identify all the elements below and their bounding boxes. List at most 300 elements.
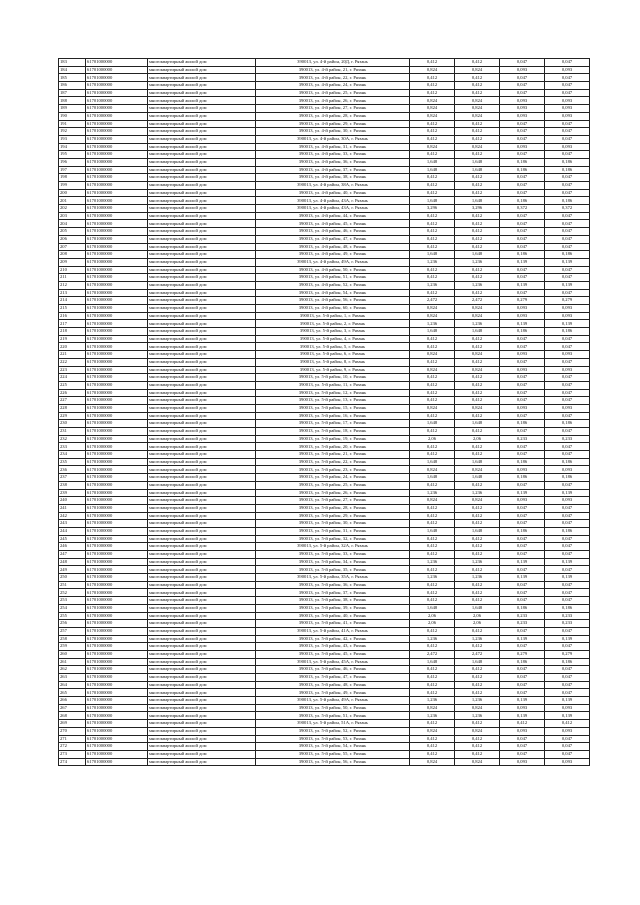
oktmo-code: 61701000000 <box>86 335 148 343</box>
building-type: многоквартирный жилой дом <box>148 643 256 651</box>
row-number: 265 <box>59 689 86 697</box>
table-row <box>59 389 590 397</box>
value-1: 0,412 <box>410 451 455 459</box>
value-4: 0,139 <box>545 320 590 328</box>
value-4: 0,047 <box>545 381 590 389</box>
value-4: 0,093 <box>545 312 590 320</box>
value-3: 0,047 <box>500 389 545 397</box>
value-4: 0,093 <box>545 366 590 374</box>
oktmo-code: 61701000000 <box>86 435 148 443</box>
table-row <box>59 374 590 382</box>
value-3: 0,139 <box>500 712 545 720</box>
value-3: 0,047 <box>500 520 545 528</box>
value-1: 0,412 <box>410 228 455 236</box>
housing-table <box>58 58 590 766</box>
value-4: 0,047 <box>545 481 590 489</box>
value-2: 0,412 <box>455 681 500 689</box>
table-row <box>59 474 590 482</box>
address: 390013, ул. 5-й район, 11, г. Рязань <box>256 381 410 389</box>
row-number: 226 <box>59 389 86 397</box>
row-number: 250 <box>59 574 86 582</box>
row-number: 227 <box>59 397 86 405</box>
oktmo-code: 61701000000 <box>86 297 148 305</box>
row-number: 193 <box>59 135 86 143</box>
address: 390013, ул. 4-й район, 56, г. Рязань <box>256 297 410 305</box>
table-row <box>59 97 590 105</box>
oktmo-code: 61701000000 <box>86 120 148 128</box>
building-type: многоквартирный жилой дом <box>148 305 256 313</box>
table-row <box>59 574 590 582</box>
oktmo-code: 61701000000 <box>86 597 148 605</box>
table-row <box>59 758 590 766</box>
value-3: 0,047 <box>500 566 545 574</box>
value-3: 0,186 <box>500 474 545 482</box>
value-1: 1,236 <box>410 697 455 705</box>
oktmo-code: 61701000000 <box>86 689 148 697</box>
table-row <box>59 228 590 236</box>
value-3: 0,047 <box>500 120 545 128</box>
value-3: 0,047 <box>500 82 545 90</box>
value-1: 0,412 <box>410 512 455 520</box>
value-3: 0,047 <box>500 627 545 635</box>
value-4: 0,186 <box>545 474 590 482</box>
value-4: 0,047 <box>545 135 590 143</box>
address: 390013, ул. 5-й район, 33, г. Рязань <box>256 551 410 559</box>
value-2: 2,06 <box>455 612 500 620</box>
value-4: 0,047 <box>545 174 590 182</box>
address: 390013, ул. 5-й район, 22, г. Рязань <box>256 458 410 466</box>
building-type: многоквартирный жилой дом <box>148 420 256 428</box>
row-number: 273 <box>59 750 86 758</box>
value-4: 0,186 <box>545 458 590 466</box>
building-type: многоквартирный жилой дом <box>148 389 256 397</box>
value-3: 0,186 <box>500 458 545 466</box>
table-row <box>59 151 590 159</box>
value-4: 0,093 <box>545 66 590 74</box>
value-3: 0,093 <box>500 312 545 320</box>
value-2: 0,412 <box>455 689 500 697</box>
building-type: многоквартирный жилой дом <box>148 351 256 359</box>
row-number: 247 <box>59 551 86 559</box>
building-type: многоквартирный жилой дом <box>148 435 256 443</box>
row-number: 236 <box>59 466 86 474</box>
row-number: 225 <box>59 381 86 389</box>
building-type: многоквартирный жилой дом <box>148 597 256 605</box>
address: 390013, ул. 4-й район, 29, г. Рязань <box>256 120 410 128</box>
value-2: 0,824 <box>455 312 500 320</box>
oktmo-code: 61701000000 <box>86 274 148 282</box>
address: 390013, ул. 5-й район, 28, г. Рязань <box>256 504 410 512</box>
value-2: 0,412 <box>455 243 500 251</box>
oktmo-code: 61701000000 <box>86 727 148 735</box>
building-type: многоквартирный жилой дом <box>148 735 256 743</box>
oktmo-code: 61701000000 <box>86 604 148 612</box>
oktmo-code: 61701000000 <box>86 674 148 682</box>
value-4: 0,047 <box>545 397 590 405</box>
row-number: 205 <box>59 228 86 236</box>
value-2: 0,412 <box>455 566 500 574</box>
value-2: 0,412 <box>455 266 500 274</box>
building-type: многоквартирный жилой дом <box>148 527 256 535</box>
building-type: многоквартирный жилой дом <box>148 689 256 697</box>
row-number: 197 <box>59 166 86 174</box>
address: 390013, ул. 4-й район, 22, г. Рязань <box>256 74 410 82</box>
value-3: 0,047 <box>500 274 545 282</box>
oktmo-code: 61701000000 <box>86 197 148 205</box>
value-4: 0,047 <box>545 597 590 605</box>
row-number: 237 <box>59 474 86 482</box>
table-row <box>59 589 590 597</box>
address: 390013, ул. 4-й район, 46, г. Рязань <box>256 228 410 236</box>
address: 390013, ул. 4-й район, 27, г. Рязань <box>256 105 410 113</box>
row-number: 222 <box>59 358 86 366</box>
value-1: 0,412 <box>410 235 455 243</box>
value-4: 0,047 <box>545 235 590 243</box>
oktmo-code: 61701000000 <box>86 558 148 566</box>
value-3: 0,186 <box>500 328 545 336</box>
table-row <box>59 612 590 620</box>
address: 390013, ул. 5-й район, 31, г. Рязань <box>256 527 410 535</box>
building-type: многоквартирный жилой дом <box>148 374 256 382</box>
address: 390013, ул. 5-й район, 9, г. Рязань <box>256 366 410 374</box>
address: 390013, ул. 5-й район, 6, г. Рязань <box>256 351 410 359</box>
oktmo-code: 61701000000 <box>86 566 148 574</box>
building-type: многоквартирный жилой дом <box>148 328 256 336</box>
address: 390013, ул. 4-й район, 38А, г. Рязань <box>256 182 410 190</box>
value-2: 0,412 <box>455 59 500 67</box>
value-4: 0,186 <box>545 158 590 166</box>
value-3: 0,047 <box>500 428 545 436</box>
value-2: 0,412 <box>455 343 500 351</box>
value-4: 0,047 <box>545 743 590 751</box>
building-type: многоквартирный жилой дом <box>148 228 256 236</box>
value-1: 0,824 <box>410 404 455 412</box>
oktmo-code: 61701000000 <box>86 174 148 182</box>
value-1: 1,648 <box>410 328 455 336</box>
value-3: 0,186 <box>500 166 545 174</box>
row-number: 216 <box>59 312 86 320</box>
value-4: 0,093 <box>545 143 590 151</box>
oktmo-code: 61701000000 <box>86 289 148 297</box>
address: 390013, ул. 5-й район, 43, г. Рязань <box>256 643 410 651</box>
value-1: 0,412 <box>410 151 455 159</box>
address: 390013, ул. 5-й район, 27, г. Рязань <box>256 497 410 505</box>
value-4: 0,093 <box>545 305 590 313</box>
value-1: 0,412 <box>410 89 455 97</box>
value-3: 0,047 <box>500 343 545 351</box>
address: 390013, ул. 4-й район, 31, г. Рязань <box>256 143 410 151</box>
oktmo-code: 61701000000 <box>86 451 148 459</box>
table-row <box>59 89 590 97</box>
value-4: 0,139 <box>545 489 590 497</box>
oktmo-code: 61701000000 <box>86 212 148 220</box>
row-number: 194 <box>59 143 86 151</box>
value-2: 0,824 <box>455 404 500 412</box>
address: 390013, ул. 5-й район, 49А, г. Рязань <box>256 697 410 705</box>
value-3: 0,047 <box>500 189 545 197</box>
value-1: 0,412 <box>410 589 455 597</box>
building-type: многоквартирный жилой дом <box>148 627 256 635</box>
value-2: 0,412 <box>455 389 500 397</box>
row-number: 263 <box>59 674 86 682</box>
value-4: 0,093 <box>545 351 590 359</box>
value-3: 0,047 <box>500 535 545 543</box>
value-2: 0,824 <box>455 305 500 313</box>
building-type: многоквартирный жилой дом <box>148 458 256 466</box>
row-number: 274 <box>59 758 86 766</box>
value-3: 0,233 <box>500 620 545 628</box>
value-2: 2,06 <box>455 435 500 443</box>
value-4: 0,186 <box>545 197 590 205</box>
address: 390013, ул. 4-й район, 30, г. Рязань <box>256 128 410 136</box>
table-row <box>59 551 590 559</box>
table-row <box>59 197 590 205</box>
building-type: многоквартирный жилой дом <box>148 189 256 197</box>
value-4: 0,233 <box>545 435 590 443</box>
value-1: 0,412 <box>410 389 455 397</box>
value-1: 0,824 <box>410 466 455 474</box>
value-2: 0,412 <box>455 551 500 559</box>
value-3: 0,047 <box>500 289 545 297</box>
value-2: 1,236 <box>455 258 500 266</box>
oktmo-code: 61701000000 <box>86 59 148 67</box>
value-2: 0,824 <box>455 758 500 766</box>
value-2: 1,236 <box>455 574 500 582</box>
building-type: многоквартирный жилой дом <box>148 474 256 482</box>
value-1: 0,412 <box>410 520 455 528</box>
oktmo-code: 61701000000 <box>86 458 148 466</box>
table-row <box>59 59 590 67</box>
address: 390013, ул. 5-й район, 35, г. Рязань <box>256 566 410 574</box>
value-1: 1,648 <box>410 420 455 428</box>
value-2: 2,472 <box>455 297 500 305</box>
value-1: 3,296 <box>410 205 455 213</box>
row-number: 183 <box>59 59 86 67</box>
row-number: 254 <box>59 604 86 612</box>
oktmo-code: 61701000000 <box>86 643 148 651</box>
building-type: многоквартирный жилой дом <box>148 481 256 489</box>
value-2: 0,412 <box>455 381 500 389</box>
building-type: многоквартирный жилой дом <box>148 358 256 366</box>
value-2: 0,412 <box>455 358 500 366</box>
value-1: 0,412 <box>410 666 455 674</box>
address: 390013, ул. 4-й район, 50, г. Рязань <box>256 266 410 274</box>
value-1: 0,412 <box>410 397 455 405</box>
table-row <box>59 697 590 705</box>
value-2: 2,06 <box>455 620 500 628</box>
building-type: многоквартирный жилой дом <box>148 320 256 328</box>
building-type: многоквартирный жилой дом <box>148 66 256 74</box>
oktmo-code: 61701000000 <box>86 512 148 520</box>
address: 390013, ул. 4-й район, 30А, г. Рязань <box>256 135 410 143</box>
value-1: 0,412 <box>410 504 455 512</box>
value-2: 0,412 <box>455 674 500 682</box>
value-1: 1,236 <box>410 281 455 289</box>
oktmo-code: 61701000000 <box>86 551 148 559</box>
value-1: 0,412 <box>410 566 455 574</box>
address: 390013, ул. 5-й район, 53, г. Рязань <box>256 735 410 743</box>
table-row <box>59 750 590 758</box>
row-number: 241 <box>59 504 86 512</box>
value-4: 0,186 <box>545 328 590 336</box>
table-row <box>59 74 590 82</box>
building-type: многоквартирный жилой дом <box>148 535 256 543</box>
value-3: 0,047 <box>500 512 545 520</box>
value-2: 1,648 <box>455 474 500 482</box>
building-type: многоквартирный жилой дом <box>148 612 256 620</box>
value-4: 0,047 <box>545 443 590 451</box>
value-3: 0,093 <box>500 105 545 113</box>
value-3: 0,047 <box>500 135 545 143</box>
building-type: многоквартирный жилой дом <box>148 74 256 82</box>
value-1: 0,412 <box>410 597 455 605</box>
value-3: 0,047 <box>500 59 545 67</box>
value-3: 0,233 <box>500 435 545 443</box>
oktmo-code: 61701000000 <box>86 82 148 90</box>
value-4: 0,047 <box>545 643 590 651</box>
building-type: многоквартирный жилой дом <box>148 274 256 282</box>
table-row <box>59 66 590 74</box>
address: 390013, ул. 5-й район, 25, г. Рязань <box>256 481 410 489</box>
oktmo-code: 61701000000 <box>86 397 148 405</box>
value-1: 1,236 <box>410 489 455 497</box>
table-row <box>59 158 590 166</box>
row-number: 251 <box>59 581 86 589</box>
address: 390013, ул. 5-й район, 32, г. Рязань <box>256 535 410 543</box>
row-number: 270 <box>59 727 86 735</box>
value-4: 0,047 <box>545 412 590 420</box>
value-1: 0,412 <box>410 381 455 389</box>
row-number: 256 <box>59 620 86 628</box>
value-1: 0,412 <box>410 543 455 551</box>
oktmo-code: 61701000000 <box>86 312 148 320</box>
building-type: многоквартирный жилой дом <box>148 128 256 136</box>
table-row <box>59 120 590 128</box>
oktmo-code: 61701000000 <box>86 481 148 489</box>
oktmo-code: 61701000000 <box>86 412 148 420</box>
building-type: многоквартирный жилой дом <box>148 258 256 266</box>
value-2: 0,412 <box>455 151 500 159</box>
address: 390013, ул. 4-й район, 47, г. Рязань <box>256 235 410 243</box>
value-1: 0,412 <box>410 274 455 282</box>
value-3: 0,047 <box>500 666 545 674</box>
address: 390013, ул. 5-й район, 52, г. Рязань <box>256 727 410 735</box>
building-type: многоквартирный жилой дом <box>148 466 256 474</box>
oktmo-code: 61701000000 <box>86 205 148 213</box>
table-row <box>59 112 590 120</box>
value-1: 0,824 <box>410 143 455 151</box>
value-3: 0,047 <box>500 397 545 405</box>
value-4: 0,047 <box>545 681 590 689</box>
address: 390013, ул. 4-й район, 37, г. Рязань <box>256 166 410 174</box>
row-number: 235 <box>59 458 86 466</box>
table-row <box>59 281 590 289</box>
value-2: 1,236 <box>455 712 500 720</box>
oktmo-code: 61701000000 <box>86 128 148 136</box>
value-4: 0,186 <box>545 527 590 535</box>
value-2: 1,648 <box>455 251 500 259</box>
oktmo-code: 61701000000 <box>86 666 148 674</box>
value-4: 0,047 <box>545 535 590 543</box>
value-2: 0,412 <box>455 743 500 751</box>
oktmo-code: 61701000000 <box>86 735 148 743</box>
oktmo-code: 61701000000 <box>86 251 148 259</box>
value-4: 0,047 <box>545 220 590 228</box>
table-row <box>59 305 590 313</box>
row-number: 220 <box>59 343 86 351</box>
value-1: 0,824 <box>410 704 455 712</box>
oktmo-code: 61701000000 <box>86 89 148 97</box>
value-3: 0,186 <box>500 251 545 259</box>
table-row <box>59 635 590 643</box>
address: 390013, ул. 5-й район, 35А, г. Рязань <box>256 574 410 582</box>
value-3: 0,047 <box>500 597 545 605</box>
value-1: 0,412 <box>410 189 455 197</box>
address: 390013, ул. 5-й район, 39, г. Рязань <box>256 604 410 612</box>
value-2: 0,412 <box>455 128 500 136</box>
value-3: 0,047 <box>500 266 545 274</box>
value-4: 0,372 <box>545 205 590 213</box>
row-number: 246 <box>59 543 86 551</box>
value-1: 0,412 <box>410 266 455 274</box>
table-row <box>59 604 590 612</box>
value-2: 0,412 <box>455 289 500 297</box>
address: 390013, ул. 5-й район, 17, г. Рязань <box>256 420 410 428</box>
building-type: многоквартирный жилой дом <box>148 404 256 412</box>
value-4: 0,093 <box>545 112 590 120</box>
row-number: 200 <box>59 189 86 197</box>
value-1: 1,236 <box>410 712 455 720</box>
building-type: многоквартирный жилой дом <box>148 451 256 459</box>
table-row <box>59 235 590 243</box>
value-1: 0,412 <box>410 59 455 67</box>
value-2: 0,412 <box>455 581 500 589</box>
value-3: 0,047 <box>500 735 545 743</box>
address: 390013, ул. 4-й район, 20Д, г. Рязань <box>256 59 410 67</box>
value-3: 0,093 <box>500 727 545 735</box>
address: 390013, ул. 5-й район, 26, г. Рязань <box>256 489 410 497</box>
value-4: 0,047 <box>545 189 590 197</box>
value-3: 0,047 <box>500 674 545 682</box>
table-row <box>59 174 590 182</box>
value-2: 1,648 <box>455 420 500 428</box>
building-type: многоквартирный жилой дом <box>148 758 256 766</box>
value-2: 0,412 <box>455 589 500 597</box>
value-2: 0,412 <box>455 89 500 97</box>
value-2: 1,236 <box>455 281 500 289</box>
value-3: 0,279 <box>500 297 545 305</box>
address: 390013, ул. 4-й район, 25, г. Рязань <box>256 89 410 97</box>
row-number: 242 <box>59 512 86 520</box>
value-3: 0,093 <box>500 112 545 120</box>
building-type: многоквартирный жилой дом <box>148 604 256 612</box>
value-1: 0,412 <box>410 735 455 743</box>
building-type: многоквартирный жилой дом <box>148 574 256 582</box>
oktmo-code: 61701000000 <box>86 635 148 643</box>
value-1: 0,412 <box>410 643 455 651</box>
value-4: 0,186 <box>545 658 590 666</box>
value-3: 0,047 <box>500 551 545 559</box>
value-3: 0,093 <box>500 366 545 374</box>
value-2: 0,412 <box>455 543 500 551</box>
oktmo-code: 61701000000 <box>86 105 148 113</box>
building-type: многоквартирный жилой дом <box>148 551 256 559</box>
value-3: 0,372 <box>500 205 545 213</box>
row-number: 264 <box>59 681 86 689</box>
address: 390013, ул. 5-й район, 13, г. Рязань <box>256 397 410 405</box>
table-row <box>59 274 590 282</box>
value-1: 0,824 <box>410 727 455 735</box>
